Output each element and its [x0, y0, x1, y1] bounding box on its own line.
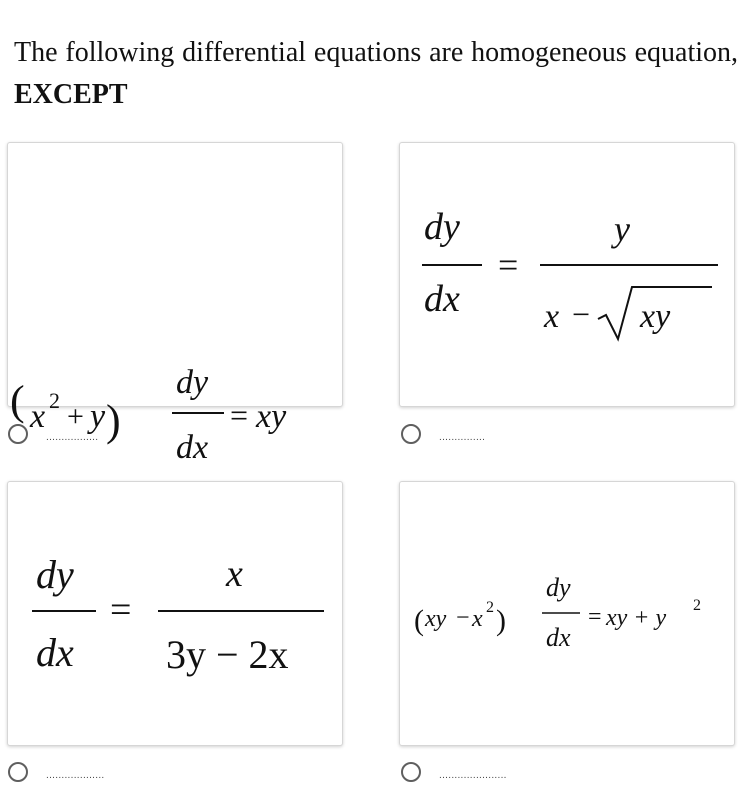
x-base: x: [472, 606, 483, 632]
option-c-choice[interactable]: [8, 762, 105, 782]
radio-a[interactable]: [8, 424, 28, 444]
radio-d[interactable]: [401, 762, 421, 782]
answer-blank-a: .................: [46, 431, 99, 443]
radio-c[interactable]: [8, 762, 28, 782]
denominator-dx: dx: [546, 623, 571, 652]
option-d-equation: [400, 482, 734, 745]
question-text: [14, 32, 738, 116]
option-a-equation: [8, 143, 342, 466]
option-b-choice[interactable]: [401, 424, 485, 444]
equals-sign: =: [230, 397, 249, 433]
x-exponent: 2: [486, 599, 494, 616]
paren-open: (: [10, 378, 25, 425]
option-b-card: [399, 142, 735, 407]
option-d-card: [399, 481, 735, 746]
minus-sign: −: [456, 605, 470, 631]
option-d-choice[interactable]: [401, 762, 507, 782]
xy-term: xy: [425, 606, 447, 632]
x-base: x: [30, 398, 46, 435]
option-c-equation: [8, 482, 342, 745]
radio-b[interactable]: [401, 424, 421, 444]
rhs-den-minus: −: [572, 296, 591, 332]
denominator-dx: dx: [36, 630, 74, 675]
equals-sign: =: [110, 589, 132, 631]
equals-sign: =: [498, 245, 519, 285]
question-body: The following differential equations are homogeneous equation,: [14, 37, 738, 68]
plus-sign: +: [67, 400, 84, 433]
paren-open: (: [414, 604, 424, 637]
radicand-xy: xy: [640, 298, 671, 335]
rhs-denominator: 3y − 2x: [166, 632, 289, 677]
rhs-expression: xy + y: [606, 605, 667, 631]
answer-blank-b: ...............: [439, 431, 486, 443]
numerator-dy: dy: [424, 206, 460, 248]
paren-close: ): [496, 604, 506, 637]
option-a-choice[interactable]: [8, 424, 98, 444]
rhs-numerator-x: x: [226, 553, 243, 595]
option-b-equation: [400, 143, 734, 406]
rhs-xy: xy: [256, 398, 287, 435]
option-a-card: [7, 142, 343, 466]
numerator-dy: dy: [546, 573, 571, 602]
question-keyword: EXCEPT: [14, 79, 128, 110]
answer-blank-c: ...................: [46, 769, 105, 781]
option-c-card: [7, 481, 343, 746]
numerator-dy: dy: [176, 364, 209, 401]
y-term: y: [90, 398, 106, 435]
numerator-dy: dy: [36, 552, 74, 597]
answer-blank-d: ......................: [439, 769, 507, 781]
rhs-den-x: x: [544, 298, 560, 335]
rhs-numerator-y: y: [614, 209, 630, 249]
equals-sign: =: [588, 604, 602, 630]
denominator-dx: dx: [176, 429, 209, 466]
y-exponent: 2: [693, 597, 701, 614]
paren-close: ): [106, 396, 121, 445]
denominator-dx: dx: [424, 278, 460, 320]
x-exponent: 2: [49, 388, 60, 413]
